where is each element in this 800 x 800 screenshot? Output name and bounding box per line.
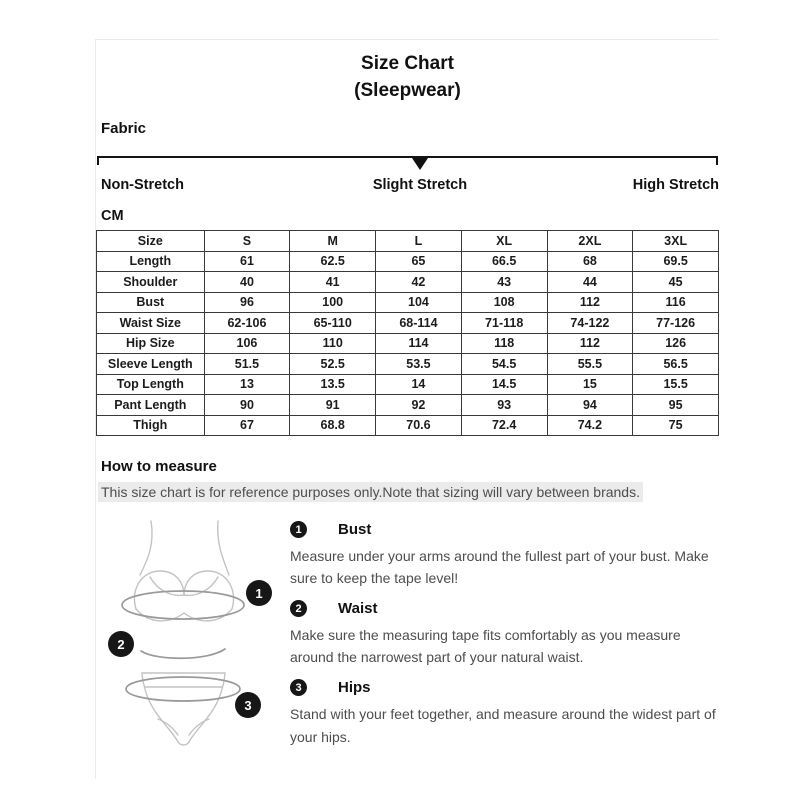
row-label: Pant Length — [97, 395, 205, 416]
step-instructions: Measure under your arms around the fullest part of your bust. Make sure to keep the tape level! — [290, 548, 709, 587]
size-value-cell: 91 — [290, 395, 376, 416]
size-value-cell: 13 — [204, 374, 290, 395]
step-number-badge: 2 — [290, 600, 307, 617]
measure-steps — [288, 513, 719, 759]
measure-step-bust — [290, 521, 719, 589]
size-value-cell: 40 — [204, 272, 290, 293]
how-to-measure-heading: How to measure — [101, 458, 217, 475]
size-value-cell: 106 — [204, 333, 290, 354]
size-value-cell: 96 — [204, 292, 290, 313]
size-value-cell: 100 — [290, 292, 376, 313]
measure-step-hips — [290, 679, 719, 747]
size-value-cell: 92 — [376, 395, 462, 416]
bikini-measure-illustration-icon — [96, 513, 288, 751]
column-header: XL — [461, 231, 547, 252]
table-row — [97, 333, 719, 354]
size-value-cell: 56.5 — [633, 354, 719, 375]
table-row — [97, 415, 719, 436]
row-label: Thigh — [97, 415, 205, 436]
size-value-cell: 68 — [547, 251, 633, 272]
size-table-header-row — [97, 231, 719, 252]
column-header: M — [290, 231, 376, 252]
row-label: Top Length — [97, 374, 205, 395]
reference-note-text: This size chart is for reference purposes only.Note that sizing will vary between brands. — [98, 482, 643, 502]
size-value-cell: 51.5 — [204, 354, 290, 375]
stretch-label-non-stretch: Non-Stretch — [101, 177, 184, 193]
size-value-cell: 15.5 — [633, 374, 719, 395]
size-value-cell: 45 — [633, 272, 719, 293]
step-number-badge: 3 — [290, 679, 307, 696]
svg-text:1: 1 — [255, 586, 263, 601]
size-value-cell: 118 — [461, 333, 547, 354]
measure-step-waist — [290, 600, 719, 668]
figure-number-badges — [108, 580, 272, 718]
size-value-cell: 61 — [204, 251, 290, 272]
row-label: Waist Size — [97, 313, 205, 334]
size-value-cell: 116 — [633, 292, 719, 313]
size-value-cell: 44 — [547, 272, 633, 293]
size-value-cell: 42 — [376, 272, 462, 293]
size-value-cell: 114 — [376, 333, 462, 354]
size-value-cell: 41 — [290, 272, 376, 293]
size-value-cell: 66.5 — [461, 251, 547, 272]
step-number-badge: 1 — [290, 521, 307, 538]
size-table-body — [97, 251, 719, 436]
size-value-cell: 75 — [633, 415, 719, 436]
step-heading — [290, 521, 719, 538]
table-row — [97, 374, 719, 395]
table-row — [97, 313, 719, 334]
size-value-cell: 14.5 — [461, 374, 547, 395]
table-row — [97, 354, 719, 375]
reference-note — [98, 484, 719, 500]
size-value-cell: 68.8 — [290, 415, 376, 436]
size-value-cell: 74-122 — [547, 313, 633, 334]
column-header: S — [204, 231, 290, 252]
size-value-cell: 108 — [461, 292, 547, 313]
size-value-cell: 15 — [547, 374, 633, 395]
size-value-cell: 54.5 — [461, 354, 547, 375]
fabric-stretch-scale — [96, 150, 719, 198]
size-table — [96, 230, 719, 436]
size-value-cell: 77-126 — [633, 313, 719, 334]
size-value-cell: 74.2 — [547, 415, 633, 436]
size-value-cell: 14 — [376, 374, 462, 395]
step-title: Hips — [338, 679, 371, 697]
table-row — [97, 272, 719, 293]
size-value-cell: 93 — [461, 395, 547, 416]
size-value-cell: 53.5 — [376, 354, 462, 375]
row-label: Length — [97, 251, 205, 272]
measurement-figure — [96, 513, 288, 756]
table-row — [97, 251, 719, 272]
size-value-cell: 126 — [633, 333, 719, 354]
size-value-cell: 71-118 — [461, 313, 547, 334]
size-value-cell: 112 — [547, 292, 633, 313]
row-label: Sleeve Length — [97, 354, 205, 375]
stretch-scale-line — [97, 156, 718, 158]
step-instructions: Stand with your feet together, and measure around the widest part of your hips. — [290, 706, 716, 745]
table-row — [97, 395, 719, 416]
size-value-cell: 68-114 — [376, 313, 462, 334]
step-instructions: Make sure the measuring tape fits comfortably as you measure around the narrowest part of your natural waist. — [290, 627, 681, 666]
size-table-head — [97, 231, 719, 252]
unit-label: CM — [101, 208, 124, 224]
stretch-label-slight-stretch: Slight Stretch — [372, 177, 468, 193]
column-header: L — [376, 231, 462, 252]
title-line-1: Size Chart — [361, 53, 454, 74]
row-label: Hip Size — [97, 333, 205, 354]
fabric-label: Fabric — [101, 120, 147, 137]
step-title: Bust — [338, 521, 372, 538]
size-value-cell: 104 — [376, 292, 462, 313]
size-value-cell: 55.5 — [547, 354, 633, 375]
measure-section — [96, 513, 719, 759]
size-value-cell: 65-110 — [290, 313, 376, 334]
stretch-label-high-stretch: High Stretch — [632, 177, 719, 193]
size-value-cell: 65 — [376, 251, 462, 272]
size-value-cell: 72.4 — [461, 415, 547, 436]
page-title — [96, 50, 719, 104]
step-heading — [290, 679, 719, 696]
size-value-cell: 69.5 — [633, 251, 719, 272]
size-value-cell: 62-106 — [204, 313, 290, 334]
row-label: Bust — [97, 292, 205, 313]
stretch-indicator-triangle-icon — [412, 158, 428, 170]
size-value-cell: 62.5 — [290, 251, 376, 272]
size-value-cell: 112 — [547, 333, 633, 354]
size-value-cell: 43 — [461, 272, 547, 293]
column-header: 2XL — [547, 231, 633, 252]
step-title: Waist — [338, 600, 378, 618]
content-frame — [95, 39, 719, 779]
row-label: Shoulder — [97, 272, 205, 293]
table-row — [97, 292, 719, 313]
size-value-cell: 70.6 — [376, 415, 462, 436]
svg-text:3: 3 — [244, 698, 252, 713]
size-value-cell: 67 — [204, 415, 290, 436]
column-header: Size — [97, 231, 205, 252]
size-value-cell: 94 — [547, 395, 633, 416]
column-header: 3XL — [633, 231, 719, 252]
size-value-cell: 13.5 — [290, 374, 376, 395]
size-value-cell: 52.5 — [290, 354, 376, 375]
svg-text:2: 2 — [117, 637, 125, 652]
size-value-cell: 90 — [204, 395, 290, 416]
size-value-cell: 110 — [290, 333, 376, 354]
step-heading — [290, 600, 719, 617]
size-value-cell: 95 — [633, 395, 719, 416]
title-line-2: (Sleepwear) — [354, 80, 461, 101]
